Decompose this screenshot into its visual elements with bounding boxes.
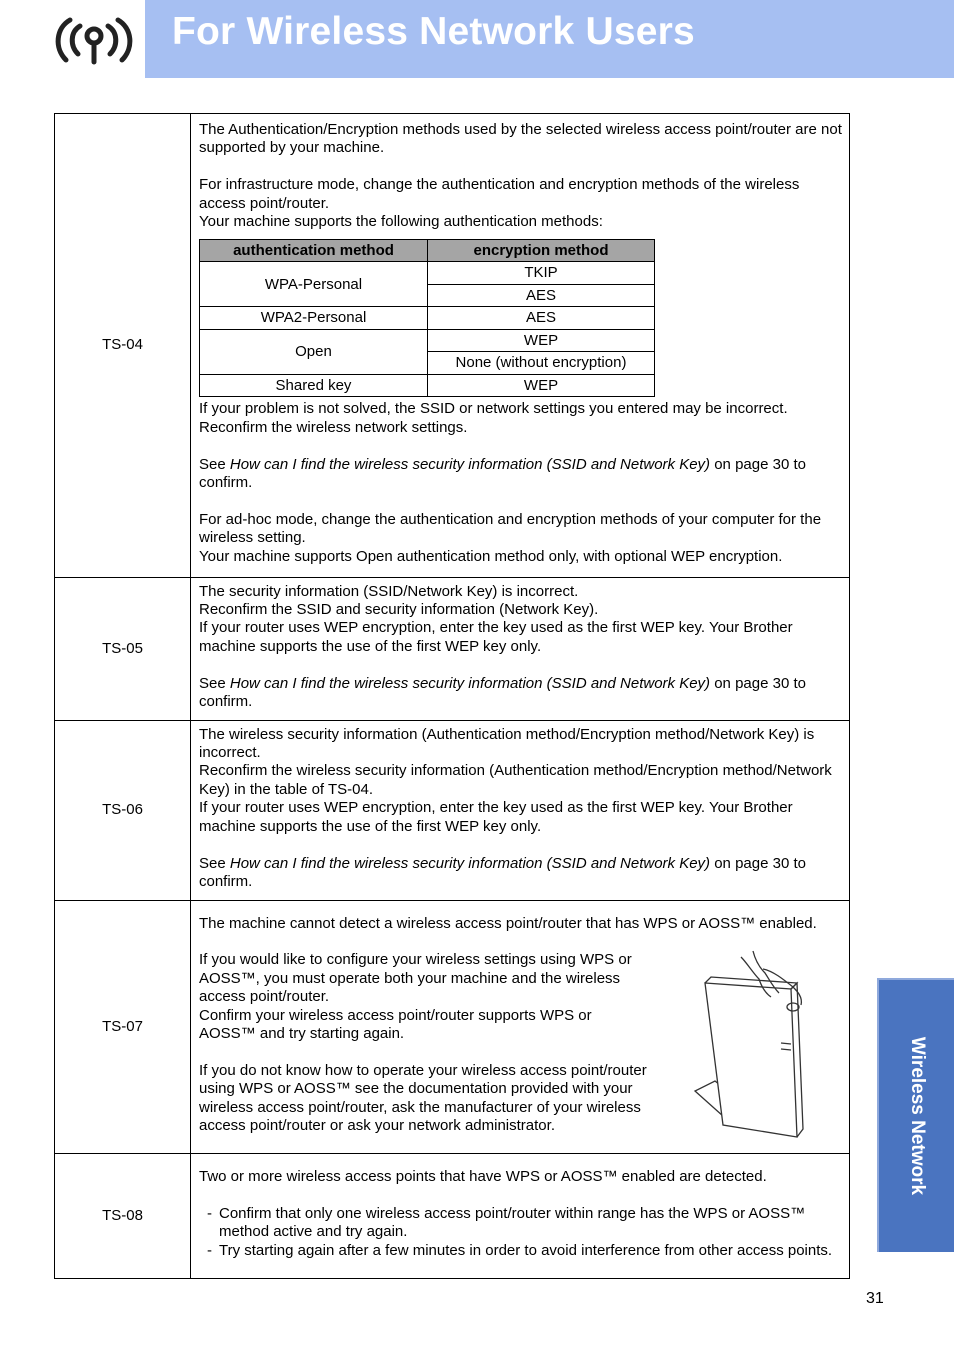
- paragraph: Reconfirm the wireless security information (Authentication method/Encryption method/Network Key) in the table of TS-04.: [199, 762, 832, 798]
- paragraph: If you do not know how to operate your wireless access point/router using WPS or AOSS™ see the documentation provided with your wireless access point/router, ask the manufacturer of your wireless access point/router or ask your network administrator.: [199, 1061, 647, 1135]
- enc-cell: AES: [428, 284, 655, 307]
- paragraph: The wireless security information (Authentication method/Encryption method/Network Key) is incorrect.: [199, 725, 815, 762]
- table-row: [55, 114, 850, 578]
- reference-title: How can I find the wireless security information (SSID and Network Key): [229, 854, 711, 872]
- enc-cell: WEP: [428, 329, 655, 352]
- page-number: 31: [866, 1290, 884, 1307]
- wireless-logo-icon: [52, 14, 136, 66]
- error-code: TS-04: [55, 114, 191, 578]
- column-header: encryption method: [428, 240, 655, 262]
- auth-methods-table: [199, 239, 655, 397]
- reference-title: How can I find the wireless security information (SSID and Network Key): [229, 674, 711, 692]
- description-cell: [191, 721, 850, 901]
- router-illustration: [693, 949, 815, 1139]
- error-code: TS-05: [55, 578, 191, 721]
- enc-cell: None (without encryption): [428, 352, 655, 375]
- enc-cell: AES: [428, 307, 655, 330]
- paragraph: The security information (SSID/Network Key) is incorrect.: [199, 582, 579, 600]
- table-row: [55, 578, 850, 721]
- list-item: - Try starting again after a few minutes in order to avoid interference from other access points.: [207, 1241, 833, 1259]
- description-cell: [191, 901, 850, 1154]
- list-item: - Confirm that only one wireless access point/router within range has the WPS or AOSS™ method active and try again.: [207, 1204, 806, 1241]
- section-tab-label: Wireless Network: [906, 1036, 928, 1196]
- auth-cell: Open: [200, 329, 428, 374]
- paragraph: For infrastructure mode, change the authentication and encryption methods of the wireless access point/router.: [199, 176, 800, 212]
- auth-cell: WPA-Personal: [200, 262, 428, 307]
- paragraph: Two or more wireless access points that have WPS or AOSS™ enabled are detected.: [199, 1167, 767, 1185]
- troubleshooting-table: [54, 113, 850, 1279]
- paragraph: If your problem is not solved, the SSID or network settings you entered may be incorrect. Reconfirm the wireless network settings.: [199, 400, 788, 436]
- description-cell: [191, 578, 850, 721]
- enc-cell: WEP: [428, 374, 655, 397]
- paragraph: For ad-hoc mode, change the authentication and encryption methods of your computer for the wireless setting.: [199, 510, 822, 547]
- see-reference: See How can I find the wireless security information (SSID and Network Key) on page 30 to confirm.: [199, 854, 806, 890]
- paragraph: Reconfirm the SSID and security information (Network Key).: [199, 600, 599, 618]
- auth-cell: Shared key: [200, 374, 428, 397]
- table-row: [55, 721, 850, 901]
- description-cell: [191, 114, 850, 578]
- reference-title: How can I find the wireless security information (SSID and Network Key): [229, 455, 711, 473]
- page-title: For Wireless Network Users: [172, 10, 695, 53]
- see-reference: See How can I find the wireless security information (SSID and Network Key) on page 30 to confirm.: [199, 455, 806, 491]
- table-row: [55, 901, 850, 1154]
- error-code: TS-07: [55, 901, 191, 1154]
- column-header: authentication method: [200, 240, 428, 262]
- bullet-list: [199, 1205, 845, 1260]
- section-tab[interactable]: [877, 978, 954, 1252]
- description-cell: [191, 1154, 850, 1279]
- error-code: TS-06: [55, 721, 191, 901]
- paragraph: Confirm your wireless access point/router supports WPS or AOSS™ and try starting again.: [199, 1006, 592, 1042]
- error-code: TS-08: [55, 1154, 191, 1279]
- see-reference: See How can I find the wireless security information (SSID and Network Key) on page 30 to confirm.: [199, 674, 806, 710]
- paragraph: If you would like to configure your wireless settings using WPS or AOSS™, you must operate both your machine and the wireless access point/router.: [199, 951, 632, 1006]
- paragraph: Your machine supports the following authentication methods:: [199, 212, 603, 230]
- paragraph: The machine cannot detect a wireless access point/router that has WPS or AOSS™ enabled.: [199, 914, 817, 932]
- paragraph: If your router uses WEP encryption, enter the key used as the first WEP key. Your Brother machine supports the use of the first WEP key only.: [199, 799, 793, 835]
- paragraph: The Authentication/Encryption methods used by the selected wireless access point/router are not supported by your machine.: [199, 120, 842, 157]
- enc-cell: TKIP: [428, 262, 655, 285]
- paragraph: Your machine supports Open authentication method only, with optional WEP encryption.: [199, 547, 783, 565]
- auth-cell: WPA2-Personal: [200, 307, 428, 330]
- paragraph: If your router uses WEP encryption, enter the key used as the first WEP key. Your Brother machine supports the use of the first WEP key only.: [199, 619, 793, 655]
- table-row: [55, 1154, 850, 1279]
